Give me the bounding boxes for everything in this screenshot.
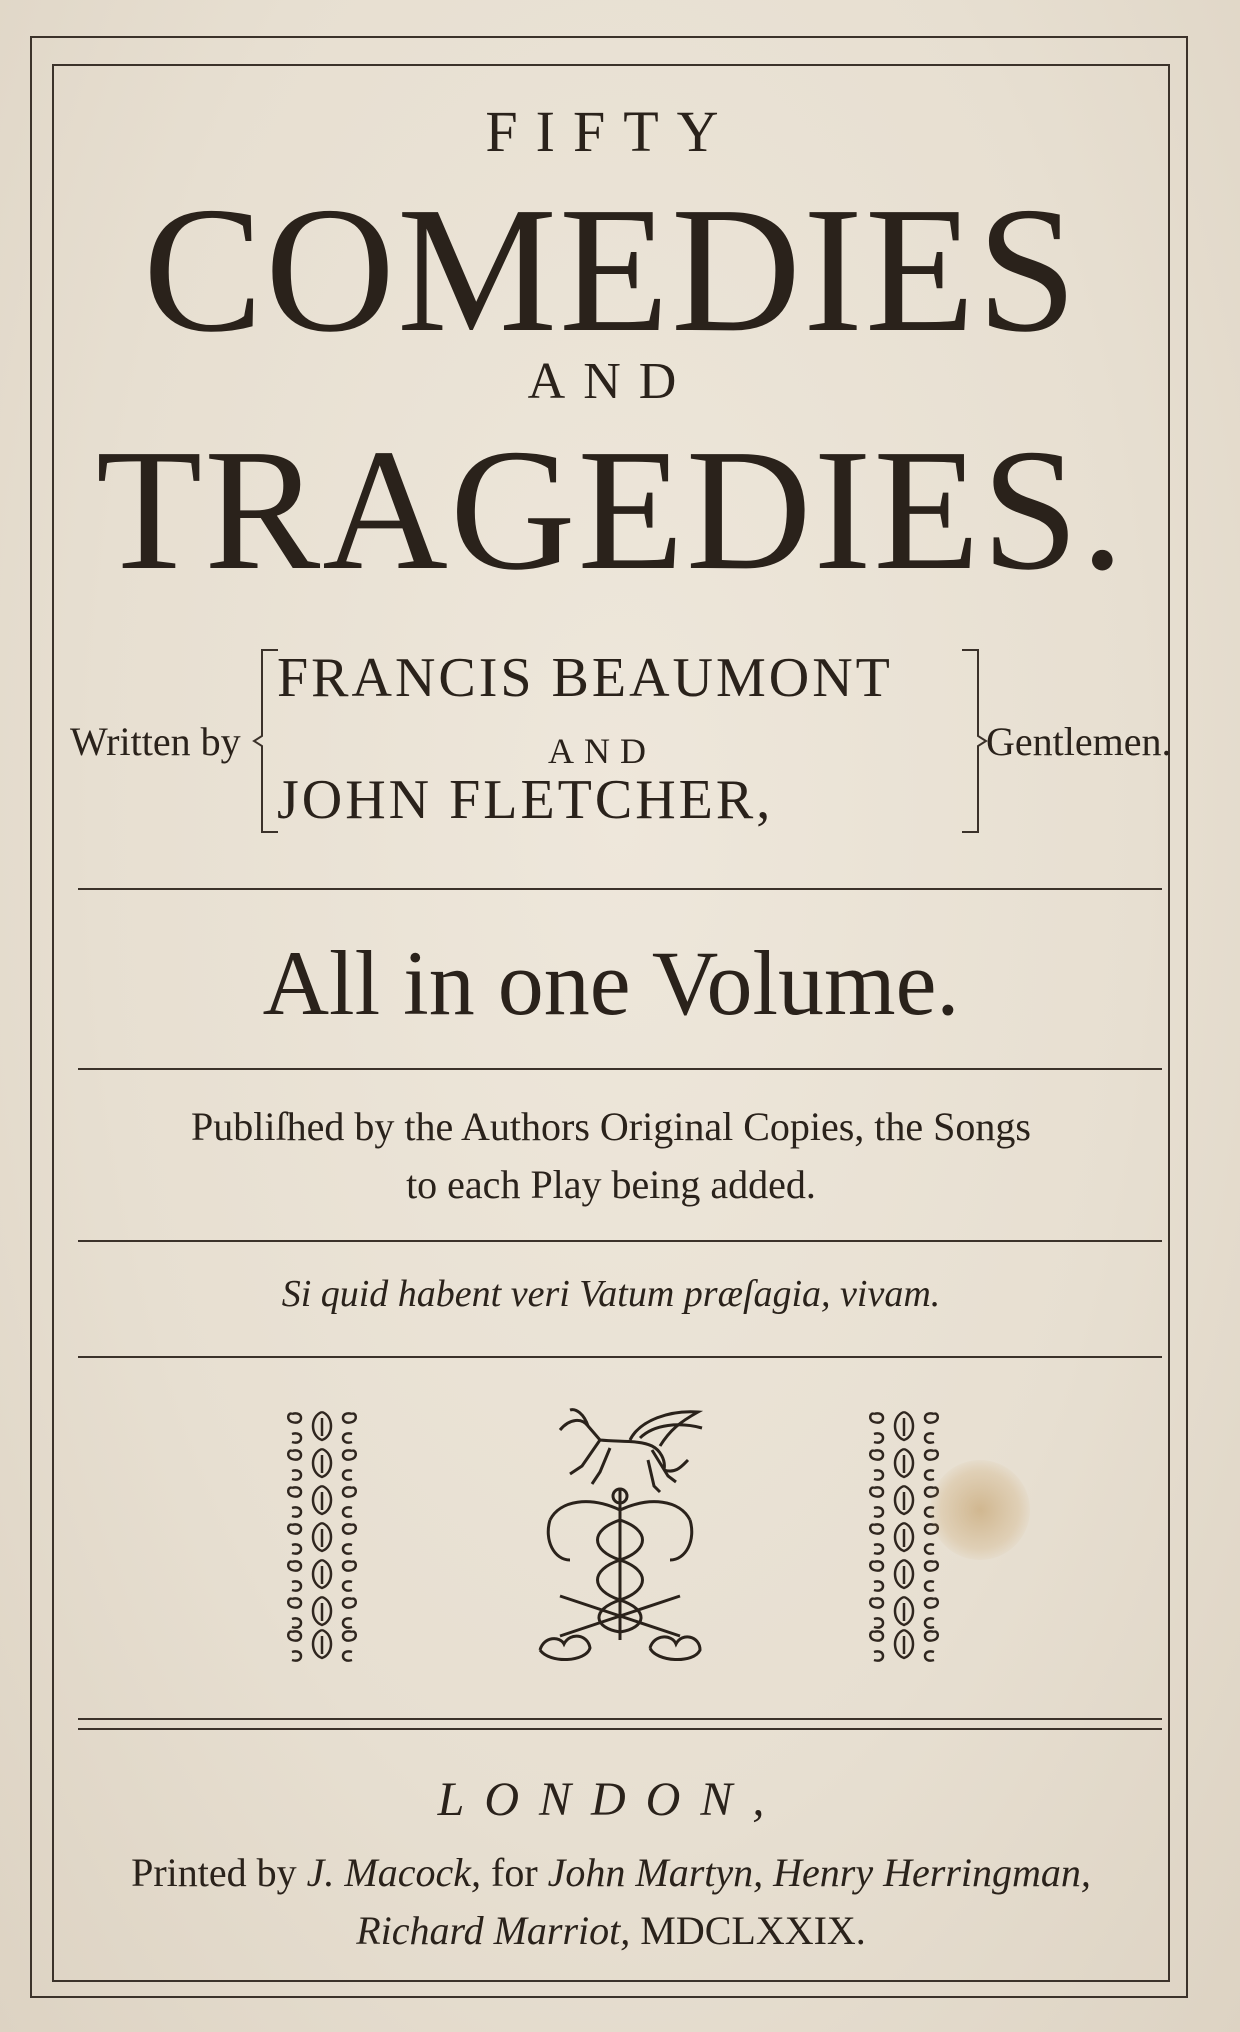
latin-motto: Si quid habent veri Vatum præſagia, vivam. [281,1273,941,1315]
imprint [52,1844,1170,1960]
bookseller-marriot: Richard Marriot, [356,1908,631,1953]
rule-4 [78,1356,1162,1358]
author-fletcher: JOHN FLETCHER, [277,769,774,831]
author-beaumont: FRANCIS BEAUMONT [277,647,893,709]
published-line-2: to each Play being added. [406,1162,816,1207]
bookseller-herringman: Henry Herringman, [773,1850,1091,1895]
rule-3 [78,1240,1162,1242]
title-tragedies: TRAGEDIES. [95,413,1127,606]
gentlemen-label: Gentlemen. [986,719,1172,764]
rule-2 [78,1068,1162,1070]
title-comedies: COMEDIES [142,170,1080,369]
imprint-line-1 [52,1844,1170,1902]
authors-block [52,640,1170,840]
rule-double [78,1718,1162,1730]
fleuron-column-left-icon [284,1408,360,1664]
authors-and: AND [548,731,656,771]
foxing-stain [930,1460,1030,1560]
bookseller-martyn: John Martyn, [547,1850,764,1895]
rule-1 [78,888,1162,890]
fleuron-column-right-icon [866,1408,942,1664]
published-line-1: Publiſhed by the Authors Original Copies, the Songs [191,1104,1031,1149]
title-and: AND [527,353,695,410]
published-note [52,1098,1170,1214]
printer-name: J. Macock, [306,1850,481,1895]
imprint-year: MDCLXXIX. [640,1908,866,1953]
imprint-line-2 [52,1902,1170,1960]
right-brace-icon [960,648,988,834]
imprint-city: LONDON, [437,1773,785,1826]
left-brace-icon [252,648,280,834]
volume-line: All in one Volume. [262,932,960,1034]
printed-by-label: Printed by [131,1850,297,1895]
written-by-label: Written by [70,719,241,764]
pegasus-caduceus-device-icon [530,1400,710,1670]
for-label: for [491,1850,538,1895]
title-fifty: FIFTY [485,99,737,164]
